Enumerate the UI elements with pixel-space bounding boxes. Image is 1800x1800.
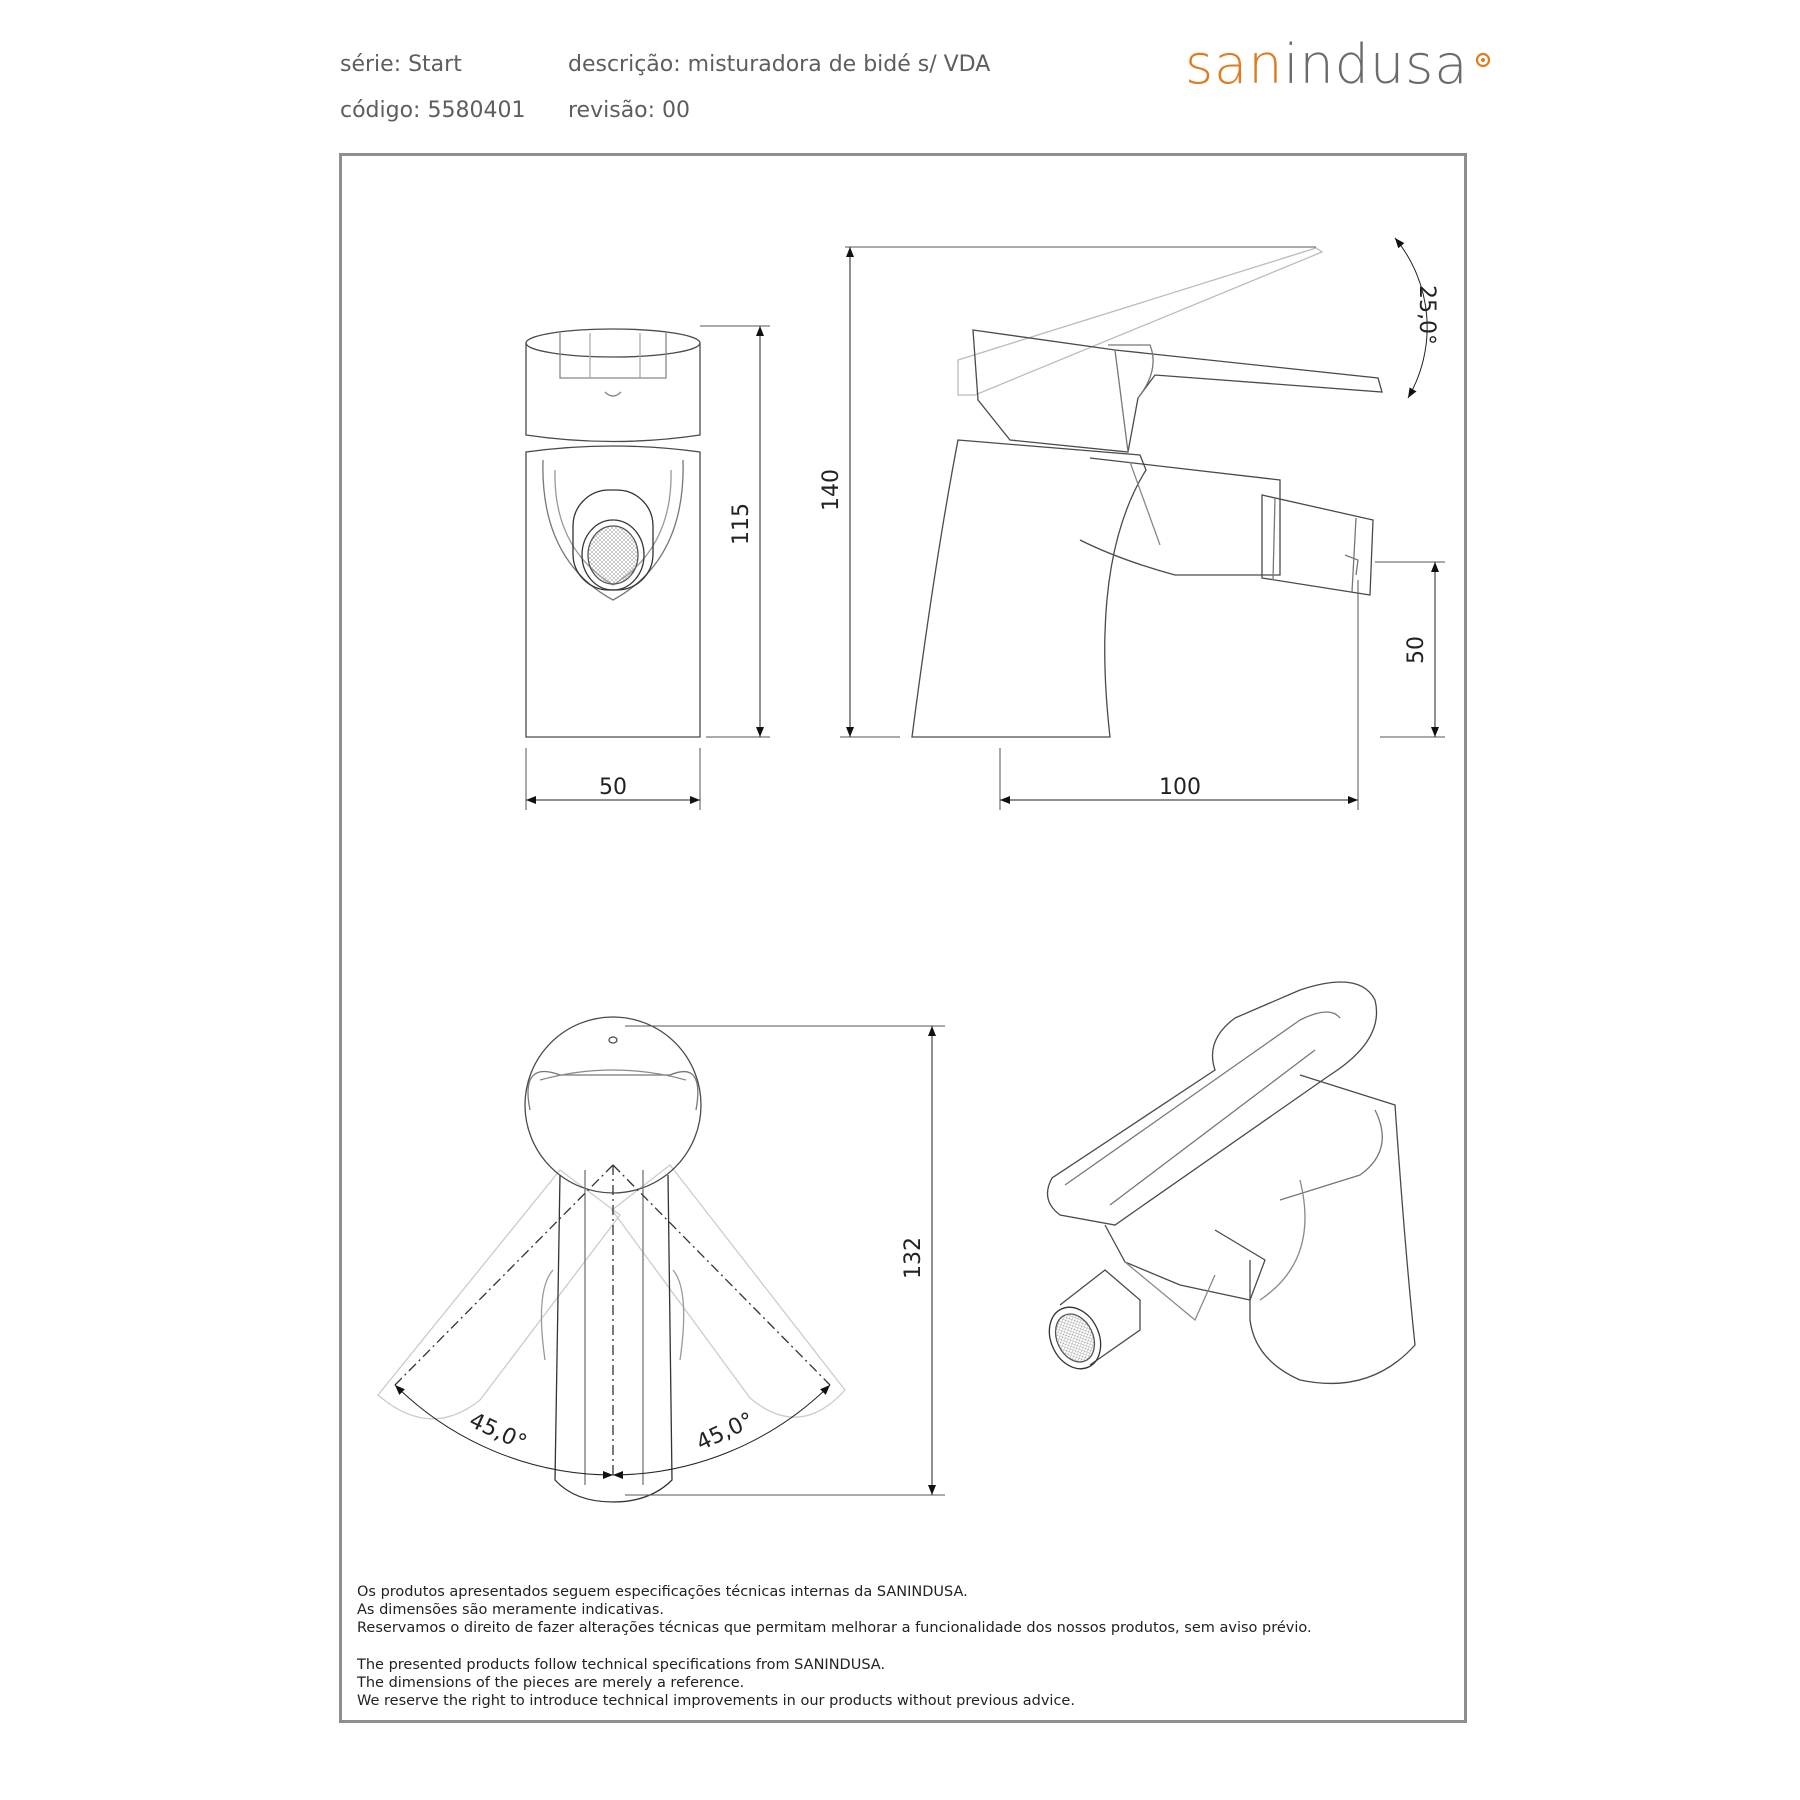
front-height-label: 115 (729, 503, 754, 545)
lever-angle-label: 25,0° (1414, 285, 1439, 345)
front-view (526, 329, 700, 737)
note-en-1: The presented products follow technical specifications from SANINDUSA. (357, 1657, 886, 1673)
spout-height-label: 50 (1404, 636, 1429, 664)
brand-logo-part1: san (1185, 33, 1284, 96)
front-width-label: 50 (599, 775, 627, 800)
note-pt-3: Reservamos o direito de fazer alterações técnicas que permitam melhorar a funcionalidade dos nossos produtos, sem aviso prévio. (357, 1620, 1312, 1636)
codigo-label: código: 5580401 (340, 98, 526, 123)
note-en-3: We reserve the right to introduce technical improvements in our products without previous advice. (357, 1693, 1075, 1709)
side-height-label: 140 (819, 469, 844, 511)
rotation-right-label: 45,0° (692, 1408, 758, 1457)
note-pt-1: Os produtos apresentados seguem especificações técnicas internas da SANINDUSA. (357, 1584, 968, 1600)
isometric-view (1040, 982, 1415, 1383)
side-dimensions (840, 238, 1445, 810)
rotation-left-label: 45,0° (465, 1408, 531, 1457)
side-depth-label: 100 (1159, 775, 1201, 800)
revisao-label: revisão: 00 (568, 98, 691, 123)
top-view (378, 1017, 845, 1502)
serie-label: série: Start (340, 52, 462, 77)
note-en-2: The dimensions of the pieces are merely a reference. (357, 1675, 745, 1691)
brand-logo-part2: indusa (1283, 33, 1469, 96)
note-pt-2: As dimensões são meramente indicativas. (357, 1602, 664, 1618)
top-length-label: 132 (901, 1237, 926, 1279)
descricao-label: descrição: misturadora de bidé s/ VDA (568, 52, 991, 77)
side-view (912, 248, 1382, 737)
